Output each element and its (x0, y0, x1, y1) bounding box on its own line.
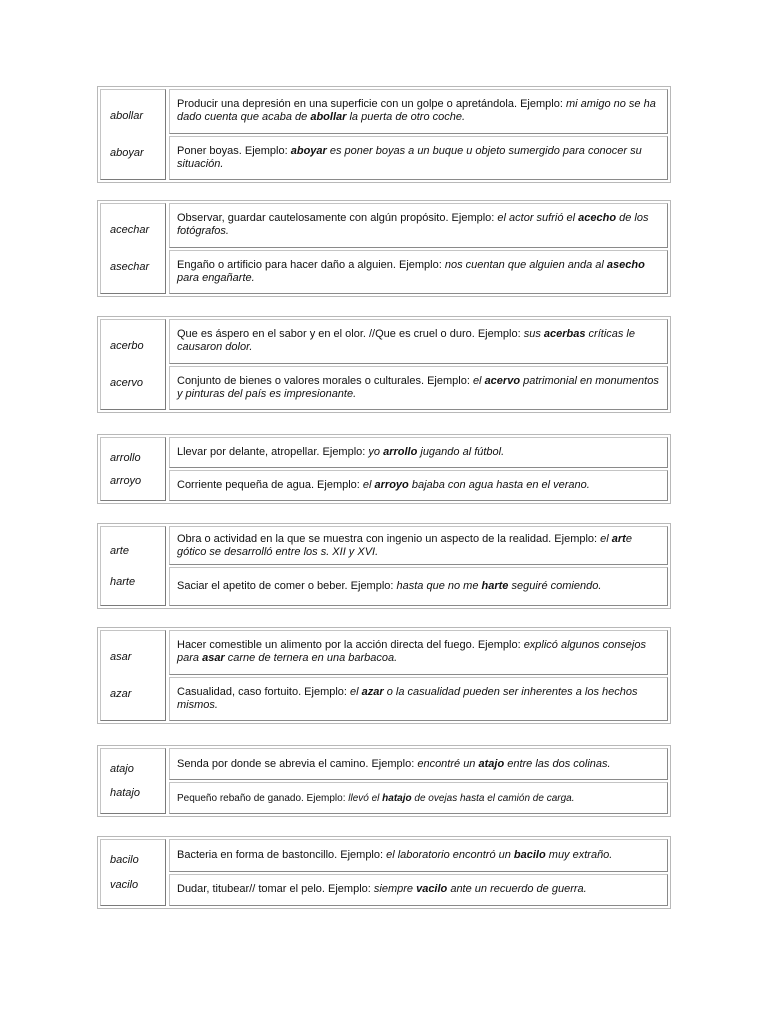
word-column (100, 526, 166, 606)
word-column (100, 203, 166, 294)
keyword: azar (361, 685, 384, 698)
definition-text: Pequeño rebaño de ganado. Ejemplo: (177, 792, 349, 804)
definition-text: Senda por donde se abrevia el camino. Ejemplo: (177, 757, 418, 770)
example-text: para engañarte. (177, 271, 255, 284)
example-text: la puerta de otro coche. (346, 111, 466, 124)
example-text: encontré un (417, 757, 479, 770)
example-text: o la casualidad pueden ser inherentes a los hechos mismos. (177, 685, 638, 711)
definition-cell (169, 89, 668, 134)
example-text: siempre (373, 883, 417, 896)
word-column (100, 437, 166, 501)
definition-cell (169, 839, 668, 872)
keyword: art (611, 532, 626, 545)
definition-cell (169, 136, 668, 181)
definition-cell (169, 203, 668, 248)
definition-cell (169, 250, 668, 295)
definition-column (169, 89, 668, 180)
word-pair-box (97, 316, 671, 413)
definition-text: Producir una depresión en una superficie con un golpe o apretándola. Ejemplo: (177, 98, 566, 111)
word-label: vacilo (110, 878, 139, 891)
keyword: arroyo (374, 479, 409, 491)
definition-cell (169, 366, 668, 411)
example-text: de ovejas hasta el camión de carga. (411, 792, 575, 804)
example-text: carne de ternera en una barbacoa. (224, 652, 398, 665)
example-text: el laboratorio encontró un (386, 848, 514, 861)
word-label: hatajo (110, 787, 140, 799)
word-label: asechar (110, 260, 150, 273)
word-label: azar (110, 687, 132, 700)
example-text: el (472, 374, 485, 387)
keyword: abollar (310, 111, 347, 124)
definition-column (169, 437, 668, 501)
example-text: muy extraño. (545, 848, 613, 861)
word-label: arte (110, 544, 129, 557)
definition-text: Dudar, titubear// tomar el pelo. Ejemplo: (177, 883, 374, 896)
keyword: acerbas (543, 328, 586, 341)
word-pair-box (97, 523, 671, 609)
definition-cell (169, 319, 668, 364)
definition-column (169, 748, 668, 814)
definition-cell (169, 782, 668, 814)
definition-text: Casualidad, caso fortuito. Ejemplo: (177, 685, 351, 698)
word-column (100, 319, 166, 410)
example-text: entre las dos colinas. (504, 757, 611, 770)
word-pair-box (97, 434, 671, 504)
definition-text: Conjunto de bienes o valores morales o culturales. Ejemplo: (177, 374, 473, 387)
definition-text: Bacteria en forma de bastoncillo. Ejemplo: (177, 848, 387, 861)
keyword: aboyar (290, 144, 327, 157)
definition-cell (169, 748, 668, 780)
example-text: jugando al fútbol. (417, 446, 505, 458)
definition-cell (169, 526, 668, 565)
definition-text: Llevar por delante, atropellar. Ejemplo: (177, 446, 369, 458)
word-column (100, 839, 166, 906)
example-text: llevó el (348, 792, 383, 804)
word-label: atajo (110, 763, 134, 775)
keyword: acervo (484, 374, 521, 387)
example-text: explicó algunos consejos para (177, 639, 646, 665)
example-text: críticas le causaron dolor. (177, 328, 635, 354)
word-pair-box (97, 627, 671, 724)
definition-text: Corriente pequeña de agua. Ejemplo: (177, 479, 363, 491)
word-label: bacilo (110, 854, 139, 867)
definition-cell (169, 437, 668, 468)
definition-text: Obra o actividad en la que se muestra con ingenio un aspecto de la realidad. Ejemplo: (177, 532, 601, 545)
word-label: aboyar (110, 146, 144, 159)
definition-cell (169, 567, 668, 606)
example-text: de los fotógrafos. (177, 212, 649, 238)
definition-column (169, 630, 668, 721)
definition-text: Que es áspero en el sabor y en el olor. //Que es cruel o duro. Ejemplo: (177, 328, 524, 341)
example-text: patrimonial en monumentos y pinturas del país es impresionante. (177, 374, 659, 400)
word-column (100, 630, 166, 721)
definition-cell (169, 630, 668, 675)
definition-column (169, 839, 668, 906)
word-label: arroyo (110, 474, 142, 487)
definition-cell (169, 677, 668, 722)
definition-cell (169, 470, 668, 501)
example-text: el (362, 479, 375, 491)
keyword: hatajo (382, 792, 412, 804)
word-label: acervo (110, 376, 144, 389)
example-text: el (600, 532, 612, 545)
word-label: acerbo (110, 340, 144, 353)
word-label: abollar (110, 110, 144, 123)
keyword: harte (481, 580, 509, 592)
word-column (100, 748, 166, 814)
keyword: atajo (478, 757, 505, 770)
definition-text: Hacer comestible un alimento por la acción directa del fuego. Ejemplo: (177, 639, 524, 652)
example-text: sus (523, 328, 544, 341)
word-label: arrollo (110, 451, 141, 464)
keyword: vacilo (416, 883, 448, 896)
keyword: bacilo (513, 848, 546, 861)
example-text: seguiré comiendo. (508, 580, 602, 592)
example-text: nos cuentan que alguien anda al (444, 258, 607, 271)
word-label: harte (110, 575, 136, 588)
word-pair-box (97, 745, 671, 817)
definition-cell (169, 874, 668, 907)
example-text: bajaba con agua hasta en el verano. (408, 479, 590, 491)
keyword: asecho (606, 258, 645, 271)
word-pair-box (97, 200, 671, 297)
word-label: asar (110, 651, 132, 664)
word-pair-box (97, 836, 671, 909)
example-text: yo (368, 446, 384, 458)
definition-text: Observar, guardar cautelosamente con algún propósito. Ejemplo: (177, 212, 498, 225)
definition-column (169, 526, 668, 606)
example-text: mi amigo no se ha dado cuenta que acaba de (177, 98, 656, 124)
keyword: asar (202, 652, 225, 665)
keyword: arrollo (383, 446, 418, 458)
example-text: ante un recuerdo de guerra. (447, 883, 587, 896)
word-column (100, 89, 166, 180)
example-text: hasta que no me (396, 580, 482, 592)
definition-column (169, 319, 668, 410)
example-text: el (350, 685, 362, 698)
example-text: e gótico se desarrolló entre los s. XII y XVI. (177, 532, 632, 558)
example-text: el actor sufrió el (497, 212, 579, 225)
definition-text: Poner boyas. Ejemplo: (177, 144, 291, 157)
definition-text: Engaño o artificio para hacer daño a alguien. Ejemplo: (177, 258, 445, 271)
word-label: acechar (110, 224, 150, 237)
keyword: acecho (578, 212, 617, 225)
example-text: es poner boyas a un buque u objeto sumergido para conocer su situación. (177, 144, 642, 170)
word-pair-box (97, 86, 671, 183)
definition-column (169, 203, 668, 294)
definition-text: Saciar el apetito de comer o beber. Ejemplo: (177, 580, 397, 592)
